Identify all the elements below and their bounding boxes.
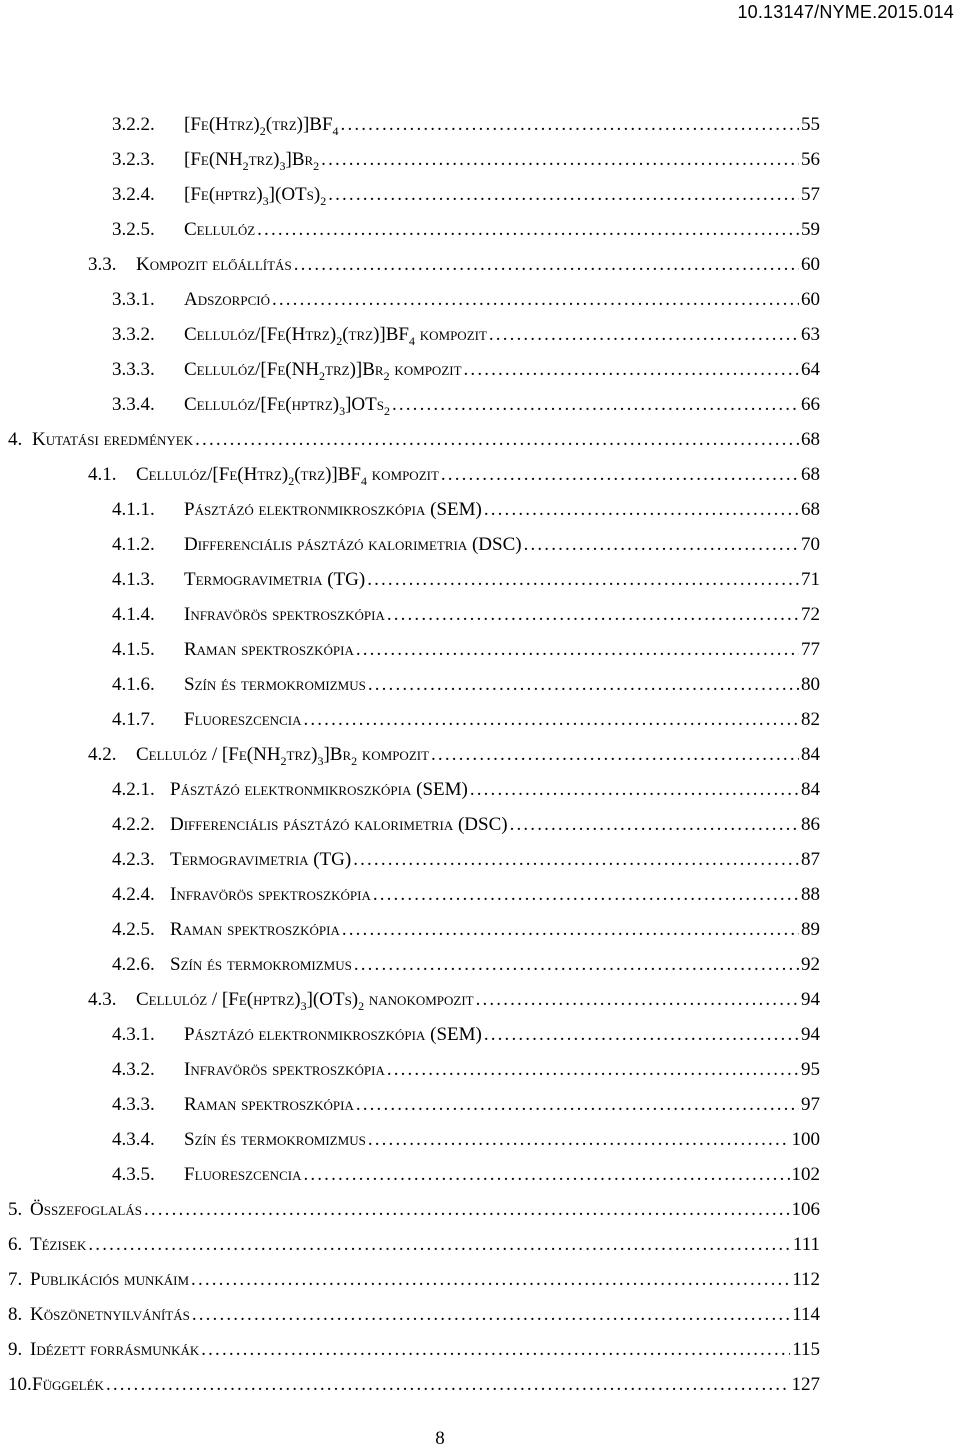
toc-entry-page: 102 [791, 1164, 820, 1185]
toc-entry-number: 4. [8, 429, 23, 450]
toc-entry-page: 86 [801, 814, 820, 835]
toc-entry-number: 4.2. [88, 744, 117, 765]
dot-leader [201, 1339, 790, 1361]
toc-entry[interactable] [112, 184, 820, 210]
toc-entry[interactable] [112, 1059, 820, 1085]
toc-entry-number: 9. [8, 1339, 23, 1360]
toc-entry-page: 115 [792, 1339, 820, 1360]
dot-leader [367, 569, 799, 591]
toc-entry-page: 97 [801, 1094, 820, 1115]
toc-entry-page: 95 [801, 1059, 820, 1080]
toc-entry-page: 87 [801, 849, 820, 870]
toc-entry-title: Termogravimetria (TG) [170, 849, 352, 870]
toc-entry-number: 5. [8, 1199, 23, 1220]
toc-entry-number: 4.1.1. [112, 499, 155, 520]
toc-entry[interactable] [8, 1234, 820, 1260]
dot-leader [387, 1059, 799, 1081]
toc-entry-title: $[Fe(hptrz)_3](OTs)_2$ [184, 184, 327, 208]
toc-entry-number: 4.2.6. [112, 954, 155, 975]
dot-leader [392, 394, 799, 416]
dot-leader [257, 219, 799, 241]
toc-entry[interactable] [112, 499, 820, 525]
dot-leader [373, 884, 799, 906]
dot-leader [387, 604, 799, 626]
toc-entry-number: 4.1.7. [112, 709, 155, 730]
toc-entry-number: 4.2.4. [112, 884, 155, 905]
dot-leader [524, 534, 799, 556]
toc-entry-page: 80 [801, 674, 820, 695]
dot-leader [294, 254, 799, 276]
toc-entry-page: 82 [801, 709, 820, 730]
toc-entry-page: 59 [801, 219, 820, 240]
toc-entry-title: Cellulóz/$[Fe(Htrz)_2(trz)]BF_4$ kompozit [184, 324, 487, 348]
toc-entry-page: 72 [801, 604, 820, 625]
toc-entry[interactable] [8, 1199, 820, 1225]
toc-entry-title: Raman spektroszkópia [184, 1094, 354, 1115]
doi-header: 10.13147/NYME.2015.014 [737, 2, 954, 22]
toc-entry-number: 4.1.4. [112, 604, 155, 625]
dot-leader [441, 464, 799, 486]
toc-entry-title: Tézisek [30, 1234, 87, 1255]
toc-entry[interactable] [112, 954, 820, 980]
toc-entry-title: Cellulóz / $[Fe(hptrz)_3](OTs)_2$ nanokompozit [136, 989, 474, 1013]
toc-entry[interactable] [112, 1024, 820, 1050]
toc-entry[interactable] [88, 254, 820, 280]
dot-leader [321, 149, 799, 171]
toc-entry-page: 70 [801, 534, 820, 555]
toc-entry-page: 111 [792, 1234, 820, 1255]
dot-leader [431, 744, 799, 766]
dot-leader [368, 1129, 790, 1151]
dot-leader [368, 674, 799, 696]
toc-entry-number: 4.1.2. [112, 534, 155, 555]
toc-entry-number: 3.3.1. [112, 289, 155, 310]
toc-entry-title: Pásztázó elektronmikroszkópia (SEM) [184, 1024, 482, 1045]
toc-entry-number: 4.3.4. [112, 1129, 155, 1150]
dot-leader [328, 184, 799, 206]
toc-entry-title: Cellulóz/$[Fe(hptrz)_3]OTs_2$ [184, 394, 390, 418]
toc-entry-page: 63 [801, 324, 820, 345]
dot-leader [106, 1374, 790, 1396]
toc-entry[interactable] [112, 1129, 820, 1155]
toc-entry-number: 4.2.2. [112, 814, 155, 835]
toc-entry-page: 100 [791, 1129, 820, 1150]
toc-entry-page: 60 [801, 254, 820, 275]
toc-entry-page: 68 [801, 464, 820, 485]
toc-entry-title: Cellulóz/$[Fe(Htrz)_2(trz)]BF_4$ kompozit [136, 464, 439, 488]
dot-leader [88, 1234, 791, 1256]
toc-entry-title: Differenciális pásztázó kalorimetria (DSC) [184, 534, 522, 555]
toc-entry-number: 3.3.4. [112, 394, 155, 415]
toc-entry[interactable] [112, 674, 820, 700]
toc-entry-number: 4.3.2. [112, 1059, 155, 1080]
toc-entry-title: Adszorpció [184, 289, 270, 310]
toc-entry-number: 7. [8, 1269, 23, 1290]
toc-entry-page: 92 [801, 954, 820, 975]
toc-entry-title: Differenciális pásztázó kalorimetria (DSC) [170, 814, 508, 835]
dot-leader [510, 814, 799, 836]
toc-entry-page: 71 [801, 569, 820, 590]
toc-entry-page: 68 [801, 429, 820, 450]
toc-entry[interactable] [112, 359, 820, 385]
toc-entry-page: 64 [801, 359, 820, 380]
toc-entry-title: Fluoreszcencia [184, 709, 302, 730]
toc-entry-page: 89 [801, 919, 820, 940]
page-number: 8 [435, 1428, 445, 1449]
toc-entry[interactable] [88, 989, 820, 1015]
toc-entry[interactable] [112, 324, 820, 350]
toc-entry-title: Infravörös spektroszkópia [170, 884, 371, 905]
dot-leader [489, 324, 799, 346]
dot-leader [303, 1164, 789, 1186]
toc-entry-title: Kutatási eredmények [32, 429, 194, 450]
toc-entry[interactable] [8, 1304, 820, 1330]
toc-entry-page: 88 [801, 884, 820, 905]
toc-entry[interactable] [112, 814, 820, 840]
toc-entry[interactable] [112, 534, 820, 560]
toc-entry-page: 84 [801, 779, 820, 800]
dot-leader [303, 709, 799, 731]
dot-leader [484, 499, 799, 521]
toc-entry[interactable] [112, 569, 820, 595]
toc-entry-number: 3.3.2. [112, 324, 155, 345]
dot-leader [356, 639, 799, 661]
toc-entry-number: 4.3.1. [112, 1024, 155, 1045]
toc-entry[interactable] [112, 709, 820, 735]
toc-entry-number: 4.3. [88, 989, 117, 1010]
toc-entry-page: 106 [791, 1199, 820, 1220]
toc-entry-number: 8. [8, 1304, 23, 1325]
toc-entry[interactable] [112, 219, 820, 245]
toc-entry-page: 114 [792, 1304, 820, 1325]
toc-entry-page: 84 [801, 744, 820, 765]
toc-entry-title: Cellulóz [184, 219, 256, 240]
toc-entry[interactable] [112, 884, 820, 910]
dot-leader [356, 1094, 799, 1116]
toc-entry[interactable] [112, 849, 820, 875]
toc-entry[interactable] [112, 779, 820, 805]
toc-entry-page: 94 [801, 1024, 820, 1045]
toc-entry-number: 3.2.3. [112, 149, 155, 170]
toc-entry-number: 4.3.5. [112, 1164, 155, 1185]
toc-entry-number: 4.1.6. [112, 674, 155, 695]
toc-entry-number: 3.2.5. [112, 219, 155, 240]
toc-entry-number: 4.3.3. [112, 1094, 155, 1115]
toc-entry-title: Raman spektroszkópia [184, 639, 354, 660]
toc-entry-title: Termogravimetria (TG) [184, 569, 366, 590]
toc-entry-page: 66 [801, 394, 820, 415]
toc-entry-title: Szín és termokromizmus [184, 674, 366, 695]
dot-leader [144, 1199, 790, 1221]
toc-entry-number: 4.2.3. [112, 849, 155, 870]
dot-leader [342, 919, 799, 941]
toc-entry-title: Cellulóz/$[Fe(NH_2trz)]Br_2$ kompozit [184, 359, 462, 383]
toc-entry[interactable] [8, 429, 820, 455]
toc-entry-number: 6. [8, 1234, 23, 1255]
toc-entry-title: Köszönetnyilvánítás [30, 1304, 190, 1325]
toc-entry[interactable] [8, 1339, 820, 1365]
toc-entry[interactable] [112, 114, 820, 140]
toc-entry-number: 3.3.3. [112, 359, 155, 380]
toc-entry[interactable] [8, 1374, 820, 1400]
toc-entry[interactable] [112, 394, 820, 420]
toc-entry-title: Szín és termokromizmus [184, 1129, 366, 1150]
toc-entry-number: 4.2.5. [112, 919, 155, 940]
dot-leader [354, 954, 799, 976]
toc-entry[interactable] [112, 919, 820, 945]
toc-entry-number: 3.3. [88, 254, 117, 275]
toc-entry-title: $[Fe(Htrz)_2(trz)]BF_4$ [184, 114, 339, 138]
toc-entry[interactable] [8, 1269, 820, 1295]
dot-leader [470, 779, 799, 801]
toc-entry-title: Pásztázó elektronmikroszkópia (SEM) [170, 779, 468, 800]
toc-entry[interactable] [112, 289, 820, 315]
toc-entry-title: Szín és termokromizmus [170, 954, 352, 975]
toc-entry-number: 3.2.2. [112, 114, 155, 135]
toc-entry-page: 57 [801, 184, 820, 205]
toc-entry-page: 60 [801, 289, 820, 310]
toc-entry[interactable] [88, 744, 820, 770]
toc-entry[interactable] [112, 149, 820, 175]
dot-leader [341, 114, 799, 136]
toc-entry[interactable] [112, 604, 820, 630]
toc-entry-number: 3.2.4. [112, 184, 155, 205]
toc-entry-number: 10. [8, 1374, 32, 1395]
toc-entry-title: Raman spektroszkópia [170, 919, 340, 940]
toc-entry-page: 56 [801, 149, 820, 170]
toc-entry-title: $[Fe(NH_2trz)_3]Br_2$ [184, 149, 320, 173]
toc-entry-title: Kompozit előállítás [136, 254, 292, 275]
toc-entry-title: Fluoreszcencia [184, 1164, 302, 1185]
toc-entry-title: Cellulóz / $[Fe(NH_2trz)_3]Br_2$ kompozit [136, 744, 430, 768]
toc-entry-number: 4.1.5. [112, 639, 155, 660]
dot-leader [272, 289, 799, 311]
dot-leader [484, 1024, 799, 1046]
dot-leader [353, 849, 799, 871]
toc-entry-title: Összefoglalás [30, 1199, 142, 1220]
toc-entry[interactable] [88, 464, 820, 490]
dot-leader [191, 1269, 790, 1291]
toc-entry-page: 94 [801, 989, 820, 1010]
toc-entry-number: 4.2.1. [112, 779, 155, 800]
toc-entry-page: 55 [801, 114, 820, 135]
toc-entry[interactable] [112, 1094, 820, 1120]
toc-entry-number: 4.1.3. [112, 569, 155, 590]
dot-leader [464, 359, 799, 381]
dot-leader [192, 1304, 790, 1326]
toc-entry-page: 127 [791, 1374, 820, 1395]
toc-entry-title: Idézett forrásmunkák [30, 1339, 200, 1360]
toc-entry-title: Infravörös spektroszkópia [184, 604, 385, 625]
dot-leader [195, 429, 799, 451]
toc-entry-page: 77 [801, 639, 820, 660]
toc-entry-number: 4.1. [88, 464, 117, 485]
dot-leader [476, 989, 799, 1011]
toc-entry-title: Infravörös spektroszkópia [184, 1059, 385, 1080]
toc-entry-title: Pásztázó elektronmikroszkópia (SEM) [184, 499, 482, 520]
toc-entry-page: 112 [792, 1269, 820, 1290]
toc-entry[interactable] [112, 1164, 820, 1190]
toc-entry-title: Publikációs munkáim [30, 1269, 190, 1290]
toc-entry-title: Függelék [32, 1374, 104, 1395]
toc-entry[interactable] [112, 639, 820, 665]
toc-entry-page: 68 [801, 499, 820, 520]
